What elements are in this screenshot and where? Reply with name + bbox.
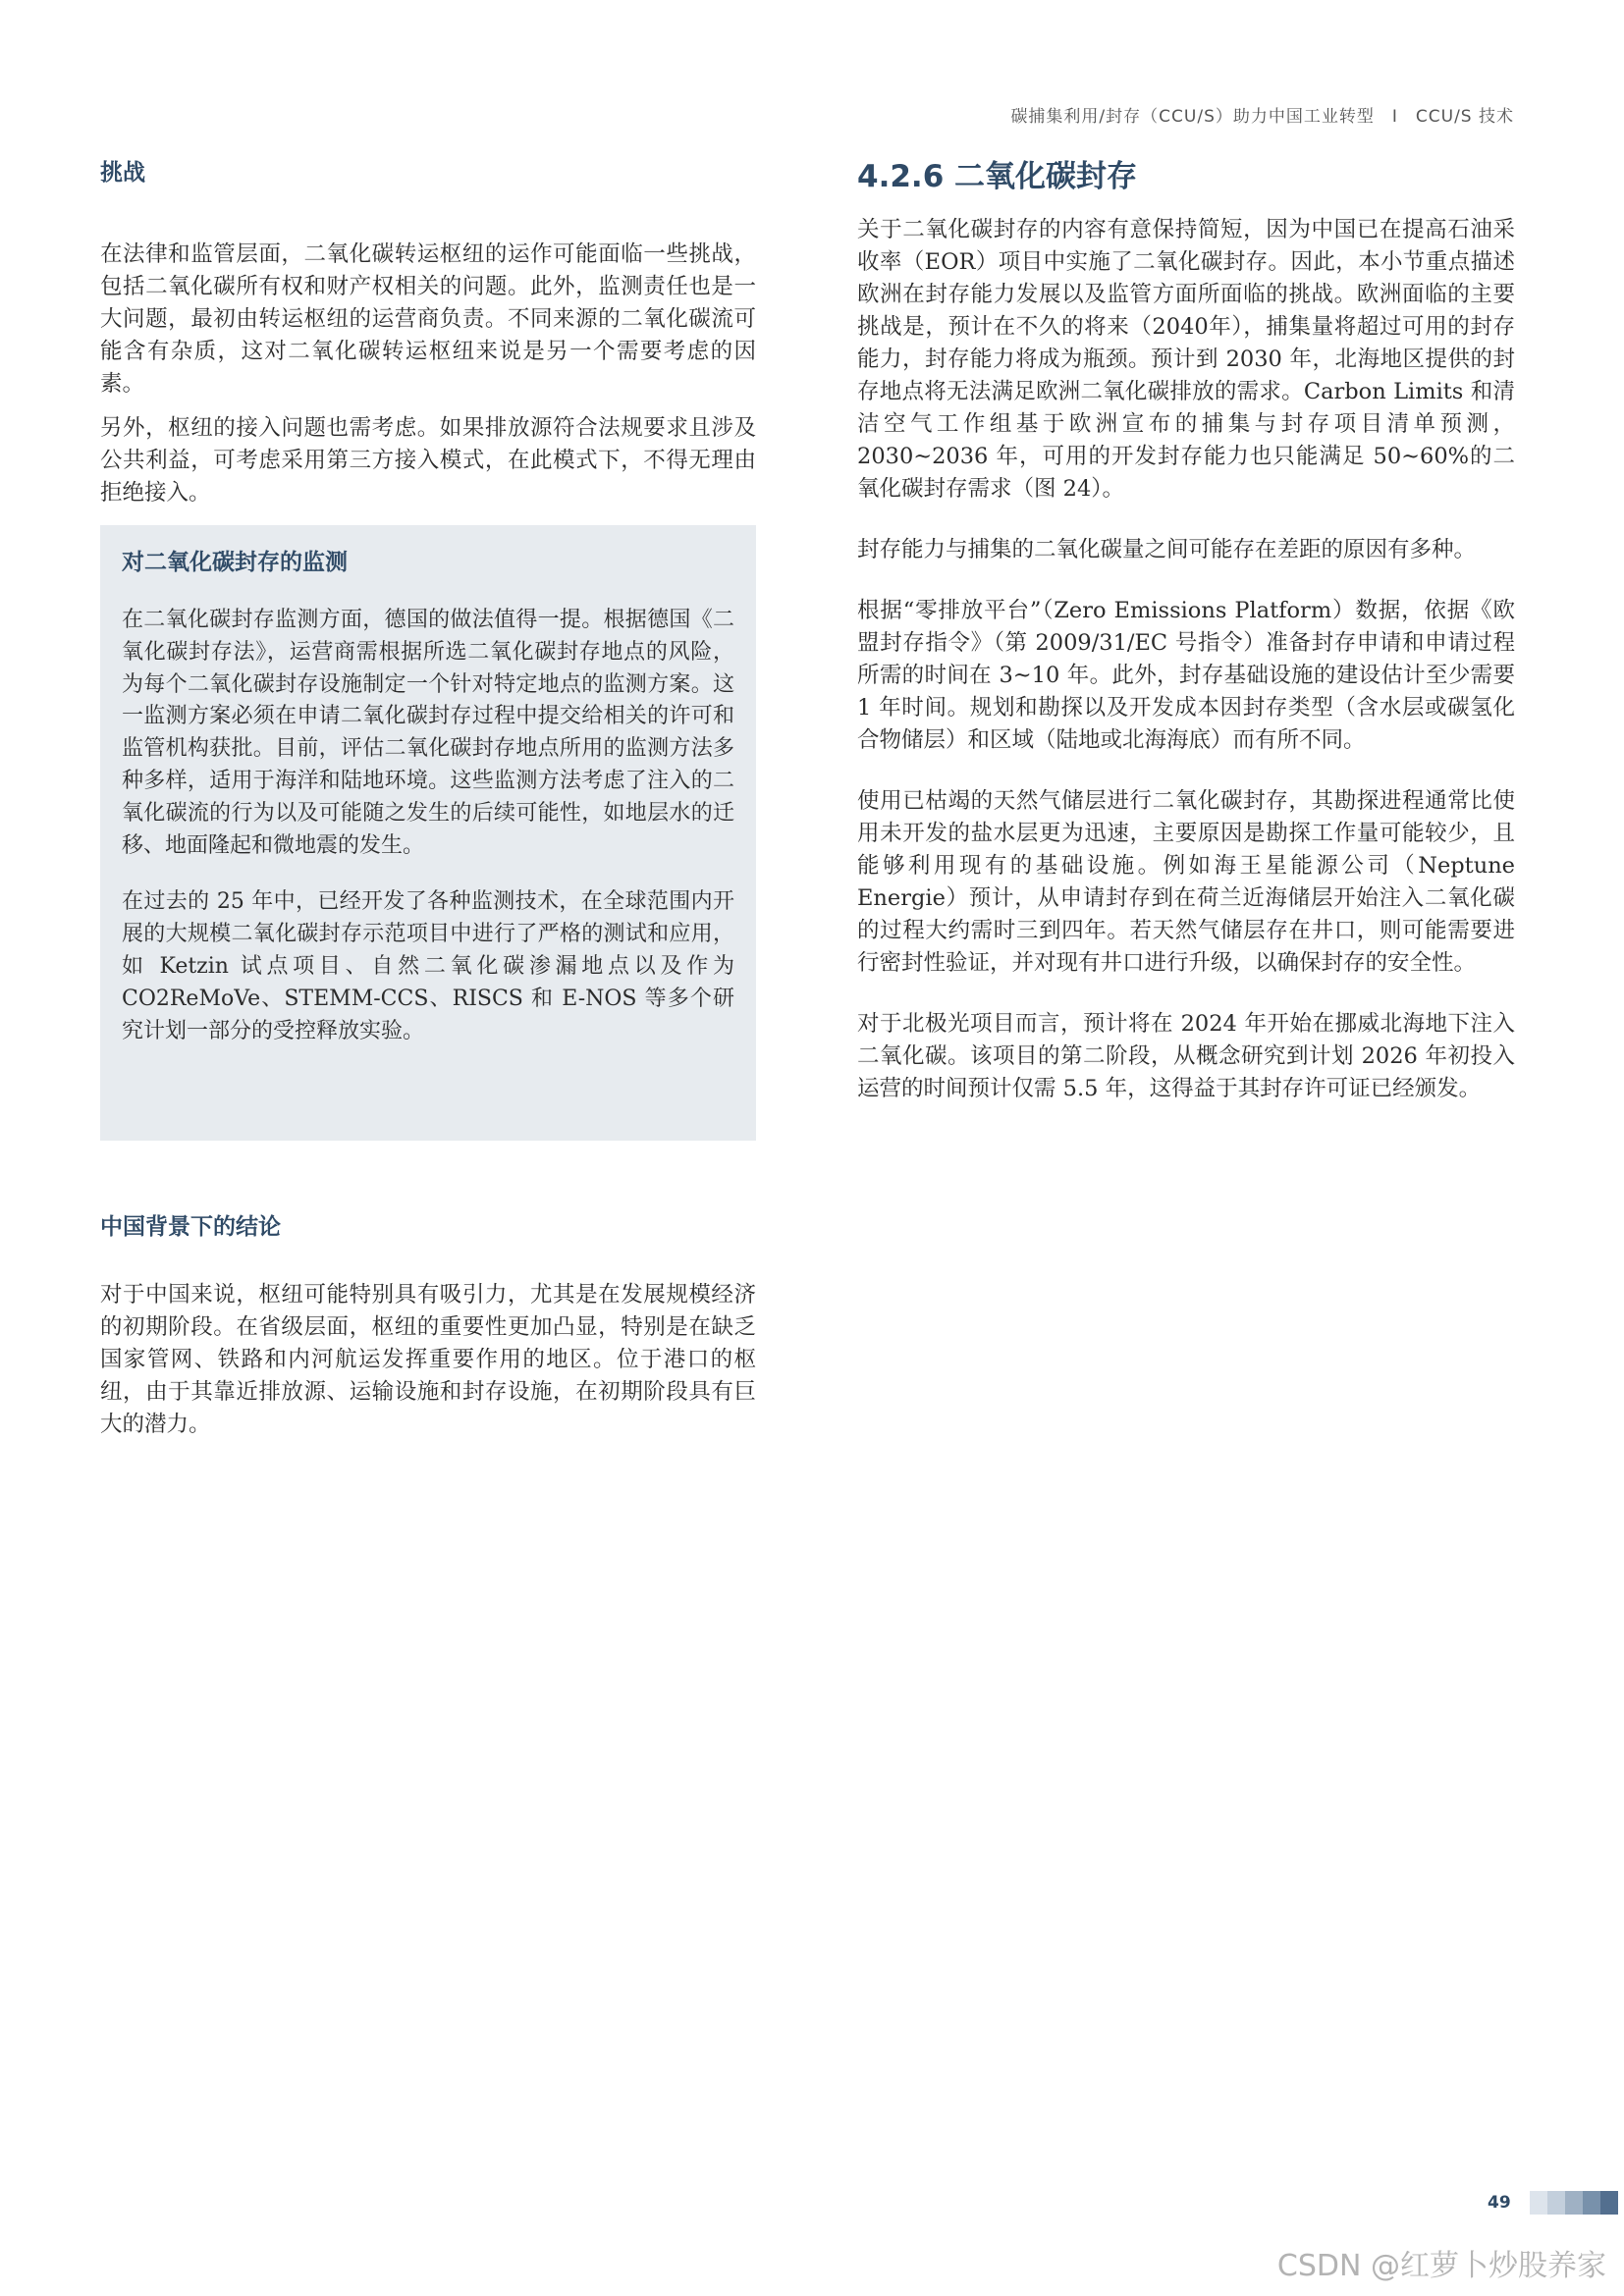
monitoring-sidebar-box [100, 525, 756, 1141]
section-title: 4.2.6 二氧化碳封存 [857, 159, 1138, 194]
page-number-bars [1530, 2191, 1618, 2215]
challenges-paragraph-1: 在法律和监管层面，二氧化碳转运枢纽的运作可能面临一些挑战，包括二氧化碳所有权和财产权相关的问题。此外，监测责任也是一大问题，最初由转运枢纽的运营商负责。不同来源的二氧化碳流可能含有杂质，这对二氧化碳转运枢纽来说是另一个需要考虑的因素。 [100, 241, 756, 397]
challenges-heading: 挑战 [100, 160, 145, 186]
storage-paragraph-5: 对于北极光项目而言，预计将在 2024 年开始在挪威北海地下注入二氧化碳。该项目的第二阶段，从概念研究到计划 2026 年初投入运营的时间预计仅需 5.5 年，这得益于其封存许可证已经颁发。 [857, 1011, 1515, 1101]
page-bar [1583, 2191, 1600, 2215]
page-bar [1565, 2191, 1583, 2215]
left-column [100, 157, 756, 509]
page-bar [1530, 2191, 1547, 2215]
storage-paragraph-2: 封存能力与捕集的二氧化碳量之间可能存在差距的原因有多种。 [857, 537, 1477, 562]
watermark: CSDN @红萝卜炒股养家 [1276, 2249, 1606, 2283]
page-bar [1600, 2191, 1618, 2215]
sidebar-paragraph-2: 在过去的 25 年中，已经开发了各种监测技术，在全球范围内开展的大规模二氧化碳封存示范项目中进行了严格的测试和应用，如 Ketzin 试点项目、自然二氧化碳渗漏地点以及作为 CO2ReMoVe、STEMM-CCS、RISCS 和 E-NOS 等多个研究计划一部分的受控释放实验。 [122, 889, 734, 1043]
sidebar-paragraph-1: 在二氧化碳封存监测方面，德国的做法值得一提。根据德国《二氧化碳封存法》，运营商需根据所选二氧化碳封存地点的风险，为每个二氧化碳封存设施制定一个针对特定地点的监测方案。这一监测方案必须在申请二氧化碳封存过程中提交给相关的许可和监管机构获批。目前，评估二氧化碳封存地点所用的监测方法多种多样，适用于海洋和陆地环境。这些监测方法考虑了注入的二氧化碳流的行为以及可能随之发生的后续可能性，如地层水的迁移、地面隆起和微地震的发生。 [122, 608, 734, 858]
right-column [857, 157, 1515, 1105]
running-header: 碳捕集利用/封存（CCU/S）助力中国工业转型 I CCU/S 技术 [1010, 107, 1514, 127]
page-number: 49 [1488, 2193, 1511, 2213]
challenges-paragraph-2: 另外，枢纽的接入问题也需考虑。如果排放源符合法规要求且涉及公共利益，可考虑采用第三方接入模式，在此模式下，不得无理由拒绝接入。 [100, 415, 756, 506]
sidebar-heading: 对二氧化碳封存的监测 [122, 550, 348, 575]
page-bar [1547, 2191, 1565, 2215]
storage-paragraph-3: 根据“零排放平台”（Zero Emissions Platform）数据，依据《欧盟封存指令》（第 2009/31/EC 号指令）准备封存申请和申请过程所需的时间在 3~10 年。此外，封存基础设施的建设估计至少需要 1 年时间。规划和勘探以及开发成本因封存类型（含水层或碳氢化合物储层）和区域（陆地或北海海底）而有所不同。 [857, 598, 1515, 753]
storage-paragraph-4: 使用已枯竭的天然气储层进行二氧化碳封存，其勘探进程通常比使用未开发的盐水层更为迅速，主要原因是勘探工作量可能较少，且能够利用现有的基础设施。例如海王星能源公司（Neptune Energie）预计，从申请封存到在荷兰近海储层开始注入二氧化碳的过程大约需时三到四年。若天然气储层存在井口，则可能需要进行密封性验证，并对现有井口进行升级，以确保封存的安全性。 [857, 788, 1515, 976]
conclusion-paragraph: 对于中国来说，枢纽可能特别具有吸引力，尤其是在发展规模经济的初期阶段。在省级层面，枢纽的重要性更加凸显，特别是在缺乏国家管网、铁路和内河航运发挥重要作用的地区。位于港口的枢纽，由于其靠近排放源、运输设施和封存设施，在初期阶段具有巨大的潜力。 [100, 1282, 756, 1437]
conclusion-section [100, 1211, 756, 1441]
storage-paragraph-1: 关于二氧化碳封存的内容有意保持简短，因为中国已在提高石油采收率（EOR）项目中实施了二氧化碳封存。因此，本小节重点描述欧洲在封存能力发展以及监管方面所面临的挑战。欧洲面临的主要挑战是，预计在不久的将来（2040年），捕集量将超过可用的封存能力，封存能力将成为瓶颈。预计到 2030 年，北海地区提供的封存地点将无法满足欧洲二氧化碳排放的需求。Carbon Limits 和清洁空气工作组基于欧洲宣布的捕集与封存项目清单预测，2030~2036 年，可用的开发封存能力也只能满足 50~60%的二氧化碳封存需求（图 24）。 [857, 217, 1515, 502]
conclusion-heading: 中国背景下的结论 [100, 1214, 281, 1240]
